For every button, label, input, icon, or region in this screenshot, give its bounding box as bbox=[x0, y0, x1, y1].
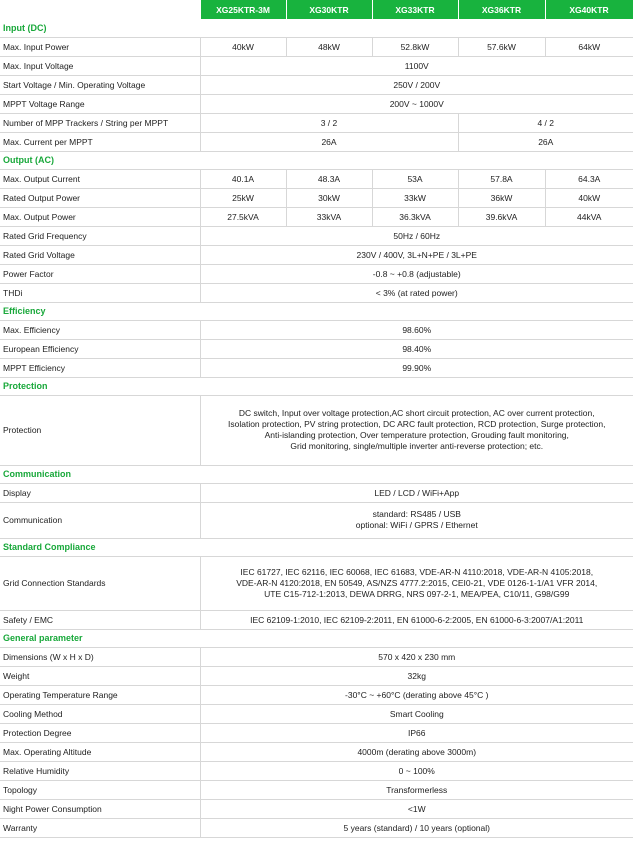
row-label: Safety / EMC bbox=[0, 610, 200, 629]
table-row bbox=[0, 742, 633, 761]
row-label: Protection bbox=[0, 395, 200, 465]
section-title-input: Input (DC) bbox=[0, 19, 633, 37]
table-row bbox=[0, 395, 633, 465]
cell-value: 57.6kW bbox=[458, 37, 545, 56]
model-header: XG33KTR bbox=[372, 0, 458, 19]
cell-value: 64.3A bbox=[545, 169, 633, 188]
cell-value: 30kW bbox=[286, 188, 372, 207]
row-label: Cooling Method bbox=[0, 704, 200, 723]
cell-value: 26A bbox=[458, 132, 633, 151]
table-row bbox=[0, 556, 633, 610]
cell-value: 36kW bbox=[458, 188, 545, 207]
cell-value: Smart Cooling bbox=[200, 704, 633, 723]
cell-value: IEC 62109-1:2010, IEC 62109-2:2011, EN 61000-6-2:2005, EN 61000-6-3:2007/A1:2011 bbox=[200, 610, 633, 629]
table-row bbox=[0, 245, 633, 264]
model-header: XG25KTR-3M bbox=[200, 0, 286, 19]
section-title-general: General parameter bbox=[0, 629, 633, 647]
standards-line: IEC 61727, IEC 62116, IEC 60068, IEC 61683, VDE-AR-N 4110:2018, VDE-AR-N 4105:2018, bbox=[240, 566, 594, 577]
cell-value: 25kW bbox=[200, 188, 286, 207]
table-row bbox=[0, 37, 633, 56]
cell-value: 64kW bbox=[545, 37, 633, 56]
table-row bbox=[0, 264, 633, 283]
section-title-protection: Protection bbox=[0, 377, 633, 395]
cell-value: 33kVA bbox=[286, 207, 372, 226]
cell-value: 33kW bbox=[372, 188, 458, 207]
model-header: XG40KTR bbox=[545, 0, 633, 19]
cell-value: < 3% (at rated power) bbox=[200, 283, 633, 302]
row-label: Display bbox=[0, 483, 200, 502]
row-label: Relative Humidity bbox=[0, 761, 200, 780]
table-row bbox=[0, 207, 633, 226]
cell-value: -30°C ~ +60°C (derating above 45°C ) bbox=[200, 685, 633, 704]
communication-line: standard: RS485 / USB bbox=[372, 509, 461, 519]
cell-value: 27.5kVA bbox=[200, 207, 286, 226]
table-row bbox=[0, 283, 633, 302]
table-row bbox=[0, 799, 633, 818]
protection-line: DC switch, Input over voltage protection,AC short circuit protection, AC over current protection, bbox=[238, 408, 595, 418]
cell-value: 98.40% bbox=[200, 339, 633, 358]
table-row bbox=[0, 666, 633, 685]
cell-value: 200V ~ 1000V bbox=[200, 94, 633, 113]
row-label: European Efficiency bbox=[0, 339, 200, 358]
model-header: XG30KTR bbox=[286, 0, 372, 19]
row-label: Weight bbox=[0, 666, 200, 685]
cell-value: 40kW bbox=[545, 188, 633, 207]
cell-value: 48kW bbox=[286, 37, 372, 56]
protection-line: Anti-islanding protection, Over temperature protection, Grouding fault monitoring, bbox=[264, 430, 569, 440]
table-row bbox=[0, 761, 633, 780]
cell-value: 98.60% bbox=[200, 320, 633, 339]
row-label: MPPT Efficiency bbox=[0, 358, 200, 377]
cell-value: 250V / 200V bbox=[200, 75, 633, 94]
row-label: Max. Current per MPPT bbox=[0, 132, 200, 151]
cell-value: 230V / 400V, 3L+N+PE / 3L+PE bbox=[200, 245, 633, 264]
table-row bbox=[0, 188, 633, 207]
cell-value: 39.6kVA bbox=[458, 207, 545, 226]
table-row bbox=[0, 320, 633, 339]
row-label: Rated Grid Frequency bbox=[0, 226, 200, 245]
table-row bbox=[0, 502, 633, 538]
cell-value: <1W bbox=[200, 799, 633, 818]
section-title-communication: Communication bbox=[0, 465, 633, 483]
row-label: Start Voltage / Min. Operating Voltage bbox=[0, 75, 200, 94]
table-row bbox=[0, 610, 633, 629]
cell-value: 57.8A bbox=[458, 169, 545, 188]
protection-line: Grid monitoring, single/multiple inverter anti-reverse protection; etc. bbox=[290, 441, 544, 451]
table-row bbox=[0, 685, 633, 704]
row-label: Communication bbox=[0, 502, 200, 538]
row-label: Dimensions (W x H x D) bbox=[0, 647, 200, 666]
cell-value: 0 ~ 100% bbox=[200, 761, 633, 780]
cell-value: -0.8 ~ +0.8 (adjustable) bbox=[200, 264, 633, 283]
cell-value: 48.3A bbox=[286, 169, 372, 188]
table-row bbox=[0, 56, 633, 75]
section-title-efficiency: Efficiency bbox=[0, 302, 633, 320]
cell-value: 1100V bbox=[200, 56, 633, 75]
table-row bbox=[0, 483, 633, 502]
cell-value: 3 / 2 bbox=[200, 113, 458, 132]
protection-line: Isolation protection, PV string protection, DC ARC fault protection, RCD protection, Surge protection, bbox=[228, 419, 606, 429]
row-label: Protection Degree bbox=[0, 723, 200, 742]
communication-line: optional: WiFi / GPRS / Ethernet bbox=[355, 520, 478, 530]
table-row bbox=[0, 704, 633, 723]
table-row bbox=[0, 113, 633, 132]
table-row bbox=[0, 94, 633, 113]
row-label: Topology bbox=[0, 780, 200, 799]
section-title-standards: Standard Compliance bbox=[0, 538, 633, 556]
cell-value: LED / LCD / WiFi+App bbox=[200, 483, 633, 502]
table-row bbox=[0, 723, 633, 742]
table-row bbox=[0, 226, 633, 245]
standards-line: UTE C15-712-1:2013, DEWA DRRG, NRS 097-2-1, MEA/PEA, C10/11, G98/G99 bbox=[264, 588, 570, 599]
row-label: Number of MPP Trackers / String per MPPT bbox=[0, 113, 200, 132]
row-label: Warranty bbox=[0, 818, 200, 837]
row-label: Max. Output Current bbox=[0, 169, 200, 188]
section-title-output: Output (AC) bbox=[0, 151, 633, 169]
row-label: Operating Temperature Range bbox=[0, 685, 200, 704]
table-row bbox=[0, 169, 633, 188]
cell-value: 26A bbox=[200, 132, 458, 151]
row-label: Max. Input Power bbox=[0, 37, 200, 56]
row-label: Rated Grid Voltage bbox=[0, 245, 200, 264]
row-label: Grid Connection Standards bbox=[0, 556, 200, 610]
row-label: THDi bbox=[0, 283, 200, 302]
row-label: Max. Operating Altitude bbox=[0, 742, 200, 761]
table-row bbox=[0, 780, 633, 799]
cell-value: 52.8kW bbox=[372, 37, 458, 56]
row-label: Max. Output Power bbox=[0, 207, 200, 226]
cell-value: 4000m (derating above 3000m) bbox=[200, 742, 633, 761]
standards-list bbox=[200, 556, 633, 610]
cell-value: 570 x 420 x 230 mm bbox=[200, 647, 633, 666]
row-label: Max. Input Voltage bbox=[0, 56, 200, 75]
cell-value: 36.3kVA bbox=[372, 207, 458, 226]
table-row bbox=[0, 339, 633, 358]
cell-value: 4 / 2 bbox=[458, 113, 633, 132]
cell-value: 40kW bbox=[200, 37, 286, 56]
cell-value: 5 years (standard) / 10 years (optional) bbox=[200, 818, 633, 837]
row-label: Night Power Consumption bbox=[0, 799, 200, 818]
cell-value: 44kVA bbox=[545, 207, 633, 226]
row-label: MPPT Voltage Range bbox=[0, 94, 200, 113]
model-header: XG36KTR bbox=[458, 0, 545, 19]
cell-value: IP66 bbox=[200, 723, 633, 742]
row-label: Rated Output Power bbox=[0, 188, 200, 207]
cell-value: 53A bbox=[372, 169, 458, 188]
row-label: Max. Efficiency bbox=[0, 320, 200, 339]
cell-value: 99.90% bbox=[200, 358, 633, 377]
cell-value: 32kg bbox=[200, 666, 633, 685]
standards-line: VDE-AR-N 4120:2018, EN 50549, AS/NZS 4777.2:2015, CEI0-21, VDE 0126-1-1/A1 VFR 2014, bbox=[236, 577, 598, 588]
cell-value: 40.1A bbox=[200, 169, 286, 188]
table-row bbox=[0, 75, 633, 94]
protection-list bbox=[200, 395, 633, 465]
table-row bbox=[0, 358, 633, 377]
table-row bbox=[0, 818, 633, 837]
cell-value: 50Hz / 60Hz bbox=[200, 226, 633, 245]
row-label: Power Factor bbox=[0, 264, 200, 283]
table-row bbox=[0, 647, 633, 666]
cell-value: Transformerless bbox=[200, 780, 633, 799]
table-row bbox=[0, 132, 633, 151]
model-header-row bbox=[0, 0, 633, 19]
communication-list bbox=[200, 502, 633, 538]
